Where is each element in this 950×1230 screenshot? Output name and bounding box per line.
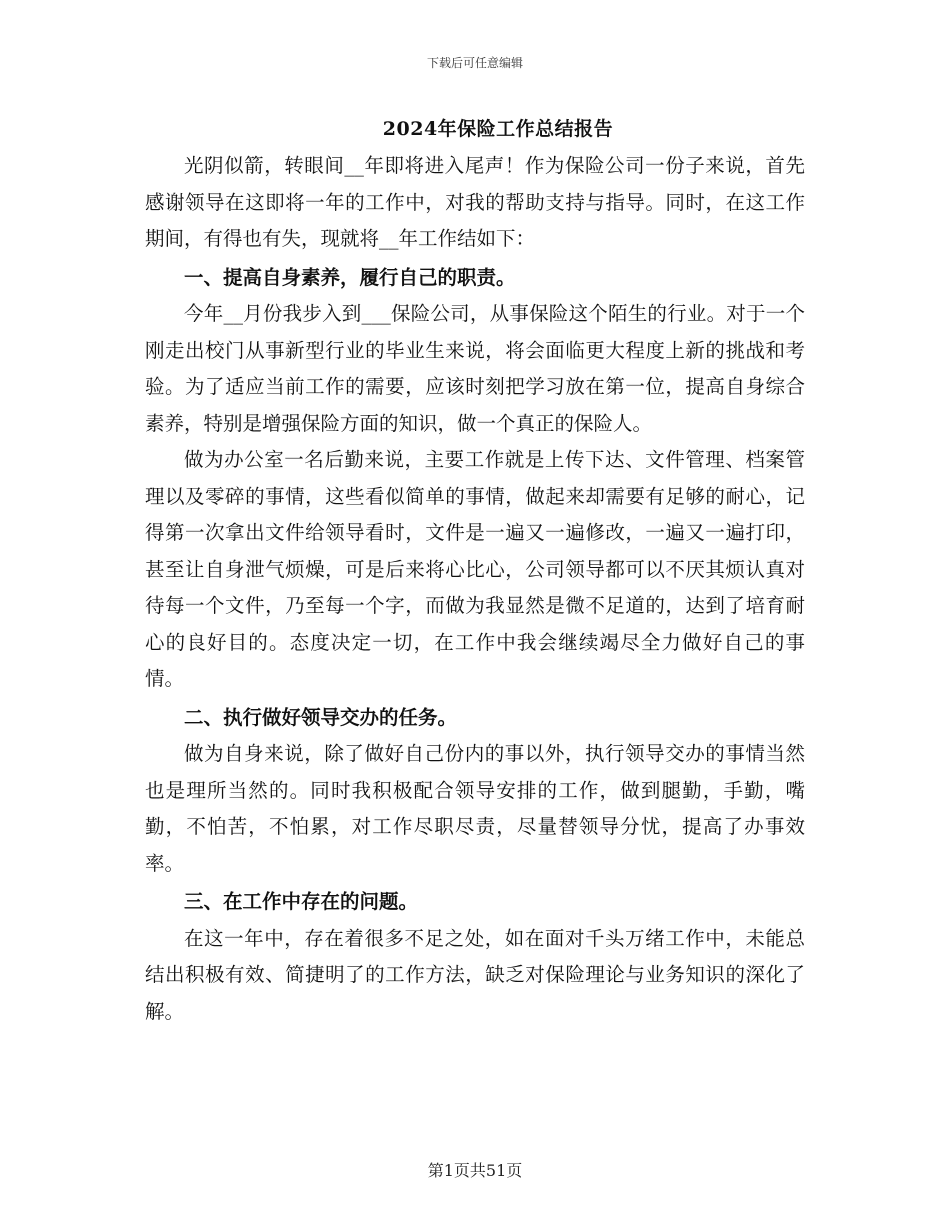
section-heading-3: 三、在工作中存在的问题。 bbox=[184, 890, 419, 913]
section-1-paragraph-1: 今年__月份我步入到___保险公司，从事保险这个陌生的行业。对于一个刚走出校门从事新型行业的毕业生来说，将会面临更大程度上新的挑战和考验。为了适应当前工作的需要，应该时刻把学习放在第一位，提高自身综合素养，特别是增强保险方面的知识，做一个真正的保险人。 bbox=[145, 302, 805, 435]
page-number-footer: 第1页共51页 bbox=[427, 1161, 523, 1180]
section-3-paragraph-1: 在这一年中，存在着很多不足之处，如在面对千头万绪工作中，未能总结出积极有效、简捷明了的工作方法，缺乏对保险理论与业务知识的深化了解。 bbox=[145, 926, 805, 1023]
document-body bbox=[145, 148, 805, 1030]
intro-paragraph: 光阴似箭，转眼间__年即将进入尾声！作为保险公司一份子来说，首先感谢领导在这即将一年的工作中，对我的帮助支持与指导。同时，在这工作期间，有得也有失，现就将__年工作结如下： bbox=[145, 154, 805, 250]
section-heading-2: 二、执行做好领导交办的任务。 bbox=[184, 705, 458, 729]
section-2-paragraph-1: 做为自身来说，除了做好自己份内的事以外，执行领导交办的事情当然也是理所当然的。同时我积极配合领导安排的工作，做到腿勤，手勤，嘴勤，不怕苦，不怕累，对工作尽职尽责，尽量替领导分忧，提高了办事效率。 bbox=[145, 742, 805, 875]
section-1-paragraph-2: 做为办公室一名后勤来说，主要工作就是上传下达、文件管理、档案管理以及零碎的事情，这些看似简单的事情，做起来却需要有足够的耐心，记得第一次拿出文件给领导看时，文件是一遍又一遍修改，一遍又一遍打印，甚至让自身泄气烦燥，可是后来将心比心，公司领导都可以不厌其烦认真对待每一个文件，乃至每一个字，而做为我显然是微不足道的，达到了培育耐心的良好目的。态度决定一切，在工作中我会继续竭尽全力做好自己的事情。 bbox=[145, 448, 805, 690]
page-header-note: 下载后可任意编辑 bbox=[426, 56, 523, 70]
document-title: 2024年保险工作总结报告 bbox=[382, 118, 614, 140]
section-heading-1: 一、提高自身素养，履行自己的职责。 bbox=[184, 265, 516, 289]
